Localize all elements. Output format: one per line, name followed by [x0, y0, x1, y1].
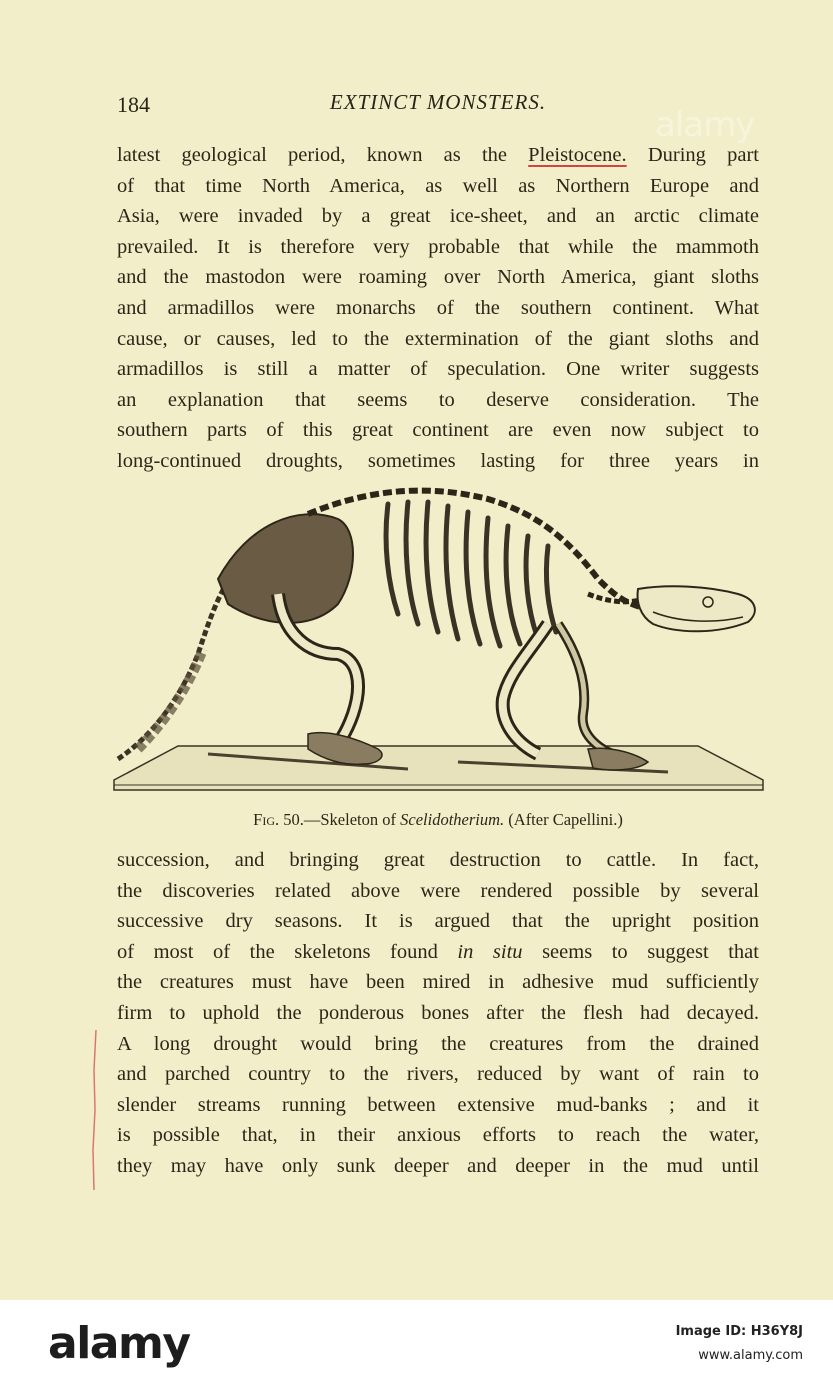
text-line: cause, or causes, led to the extermination of the giant sloths and — [117, 327, 759, 350]
text-line: of that time North America, as well as Northern Europe and — [117, 174, 759, 197]
site-url: www.alamy.com — [698, 1348, 803, 1363]
text-line: they may have only sunk deeper and deeper in the mud until — [117, 1154, 759, 1177]
footer-meta — [676, 1320, 803, 1368]
figure-caption: Fig. 50.—Skeleton of Scelidotherium. (After Capellini.) — [253, 810, 623, 829]
highlighted-term: Pleistocene. — [528, 144, 627, 166]
text-line: southern parts of this great continent are even now subject to — [117, 419, 759, 442]
text-line: slender streams running between extensive mud-banks ; and it — [117, 1093, 759, 1116]
image-id: Image ID: H36Y8J — [675, 1324, 803, 1339]
watermark: alamy — [655, 105, 755, 145]
italic-phrase: in situ — [457, 940, 523, 963]
text-line: is possible that, in their anxious efforts to reach the water, — [117, 1124, 759, 1147]
text-line: succession, and bringing great destruction to cattle. In fact, — [117, 849, 759, 871]
text-line: an explanation that seems to deserve consideration. The — [117, 388, 759, 411]
text-line: Asia, were invaded by a great ice-sheet, and an arctic climate — [117, 205, 759, 228]
text-line: successive dry seasons. It is argued that the upright position — [117, 910, 759, 933]
text-line: long-continued droughts, sometimes lasting for three years in — [117, 449, 759, 472]
page-number: 184 — [117, 92, 150, 117]
brand-logo: alamy — [48, 1318, 190, 1369]
pencil-margin-mark — [92, 1030, 98, 1190]
text-line: and parched country to the rivers, reduced by want of rain to — [117, 1063, 759, 1086]
body-text-top — [117, 140, 759, 477]
figure-skeleton — [108, 484, 768, 802]
text-line: firm to uphold the ponderous bones after the flesh had decayed. — [117, 1001, 759, 1024]
page-header — [117, 84, 759, 124]
body-text-bottom — [117, 845, 759, 1182]
text-line: armadillos is still a matter of speculation. One writer suggests — [117, 358, 759, 381]
text-line: the discoveries related above were rendered possible by several — [117, 879, 759, 902]
species-name: Scelidotherium. — [400, 810, 505, 829]
text-line: and the mastodon were roaming over North America, giant sloths — [117, 266, 759, 289]
footer-bar — [0, 1300, 833, 1390]
sloth-skeleton-illustration — [108, 484, 768, 802]
running-head: EXTINCT MONSTERS. — [329, 90, 547, 114]
text-line: of most of the skeletons found in situ seems to suggest that — [117, 940, 759, 963]
text-line: A long drought would bring the creatures from the drained — [117, 1032, 759, 1055]
text-line: prevailed. It is therefore very probable that while the mammoth — [117, 235, 759, 258]
text-line: the creatures must have been mired in adhesive mud sufficiently — [117, 971, 759, 994]
text-line: and armadillos were monarchs of the southern continent. What — [117, 296, 759, 319]
text-line: latest geological period, known as the Pleistocene. During part — [117, 144, 759, 166]
figure-label: Fig. 50. — [253, 810, 304, 829]
